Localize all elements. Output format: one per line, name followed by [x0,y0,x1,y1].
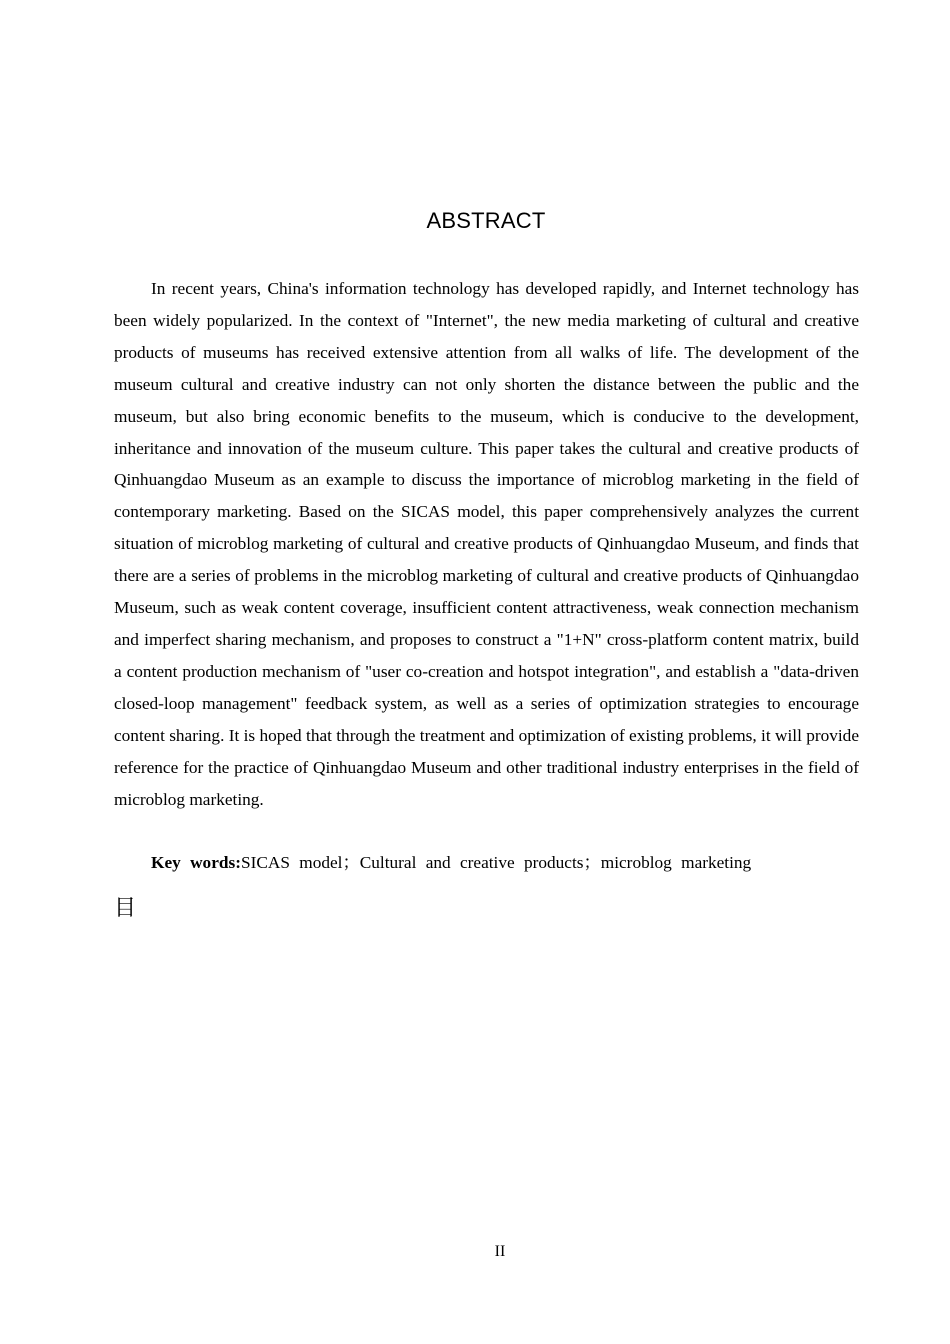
keywords-label: Key words: [151,853,241,872]
page-number: II [494,1243,506,1260]
abstract-body: In recent years, China's information technology has developed rapidly, and Internet technology has been widely popularized. In the context of "Internet", the new media marketing of cultural and creative products of museums has received extensive attention from all walks of life. The development of the museum cultural and creative industry can not only shorten the distance between the public and the museum, but also bring economic benefits to the museum, which is conducive to the development, inheritance and innovation of the museum culture. This paper takes the cultural and creative products of Qinhuangdao Museum as an example to discuss the importance of microblog marketing in the field of contemporary marketing. Based on the SICAS model, this paper comprehensively analyzes the current situation of microblog marketing of cultural and creative products of Qinhuangdao Museum, and finds that there are a series of problems in the microblog marketing of cultural and creative products of Qinhuangdao Museum, such as weak content coverage, insufficient content attractiveness, weak connection mechanism and imperfect sharing mechanism, and proposes to construct a "1+N" cross-platform content matrix, build a content production mechanism of "user co-creation and hotspot integration", and establish a "data-driven closed-loop management" feedback system, as well as a series of optimization strategies to encourage content sharing. It is hoped that through the treatment and optimization of existing problems, it will provide reference for the practice of Qinhuangdao Museum and other traditional industry enterprises in the field of microblog marketing. [114,279,859,809]
abstract-title: ABSTRACT [426,208,546,233]
keywords-line [151,847,859,879]
keywords-text: SICAS model；Cultural and creative products；microblog marketing [240,853,752,872]
table-of-contents-heading-fragment: 目 [114,896,137,921]
